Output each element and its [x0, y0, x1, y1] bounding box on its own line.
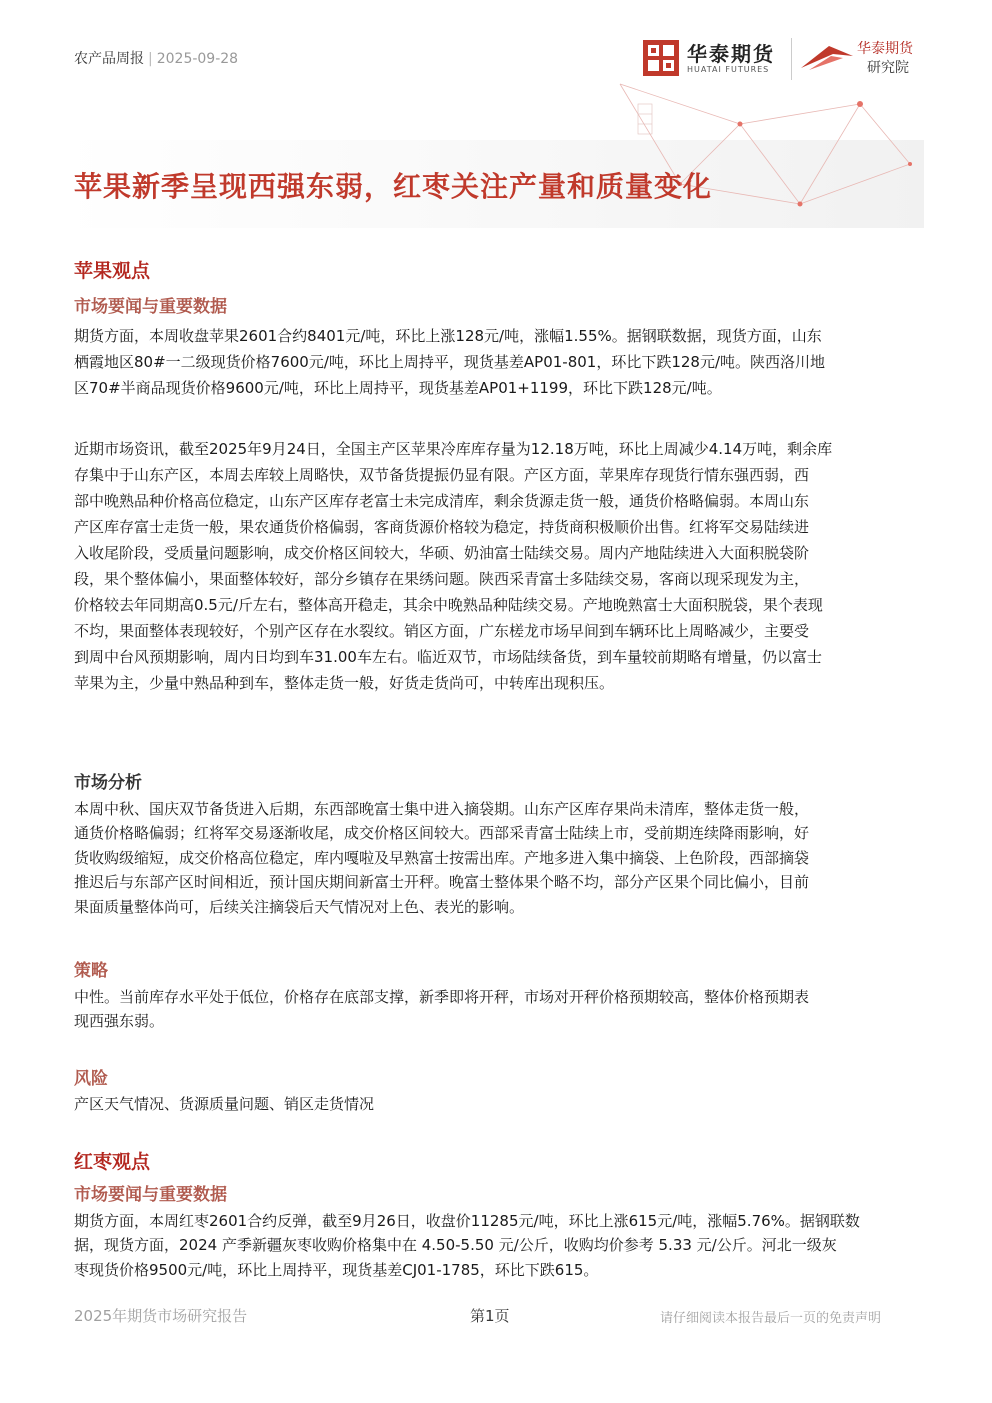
- text-line: 苹果为主，少量中熟品种到车，整体走货一般，好货走货尚可，中转库出现积压。: [74, 674, 615, 692]
- text-line: 中性。当前库存水平处于低位，价格存在底部支撑，新季即将开秤，市场对开秤价格预期较高，整体价格预期表: [74, 988, 810, 1006]
- apple-analysis-heading: 市场分析: [74, 773, 142, 793]
- network-decoration-icon: [560, 64, 920, 234]
- text-line: 价格较去年同期高0.5元/斤左右，整体高开稳走，其余中晚熟品种陆续交易。产地晚熟富士大面积脱袋，果个表现: [74, 596, 823, 614]
- apple-risk-paragraph: [74, 1092, 940, 1116]
- header-separator: |: [148, 51, 153, 67]
- apple-news-paragraph-1: [74, 323, 940, 401]
- apple-news-heading: 市场要闻与重要数据: [74, 297, 227, 317]
- apple-strategy-paragraph: [74, 985, 940, 1034]
- text-line: 推迟后与东部产区时间相近，预计国庆期间新富士开秤。晚富士整体果个略不均，部分产区果个同比偏小，目前: [74, 873, 810, 892]
- apple-risk-heading: 风险: [74, 1069, 108, 1089]
- text-line: 存集中于山东产区，本周去库较上周略快，双节备货提振仍显有限。产区方面，苹果库存现货行情东强西弱，西: [74, 466, 810, 484]
- text-line: 到周中台风预期影响，周内日均到车31.00车左右。临近双节，市场陆续备货，到车量较前期略有增量，仍以富士: [74, 648, 822, 666]
- institute-name-line2: 研究院: [867, 60, 909, 76]
- jujube-news-heading: 市场要闻与重要数据: [74, 1185, 227, 1205]
- text-line: 枣现货价格9500元/吨，环比上周持平，现货基差CJ01-1785，环比下跌615。: [74, 1260, 599, 1279]
- report-category: 农产品周报: [74, 51, 144, 67]
- apple-strategy-heading: 策略: [74, 961, 108, 981]
- report-date: 2025-09-28: [156, 51, 239, 67]
- text-line: 产区天气情况、货源质量问题、销区走货情况: [74, 1095, 375, 1113]
- footer-page-number: 第1页: [470, 1307, 510, 1325]
- institute-name-line1: 华泰期货: [857, 41, 913, 57]
- logo-company-name: 华泰期货: [687, 42, 775, 66]
- text-line: 据，现货方面，2024 产季新疆灰枣收购价格集中在 4.50-5.50 元/公斤，收购均价参考 5.33 元/公斤。河北一级灰: [74, 1236, 837, 1255]
- text-line: 期货方面，本周红枣2601合约反弹，截至9月26日，收盘价11285元/吨，环比上涨615元/吨，涨幅5.76%。据钢联数: [74, 1212, 860, 1230]
- text-line: 期货方面，本周收盘苹果2601合约8401元/吨，环比上涨128元/吨，涨幅1.55%。据钢联数据，现货方面，山东: [74, 327, 822, 345]
- text-line: 部中晚熟品种价格高位稳定，山东产区库存老富士未完成清库，剩余货源走货一般，通货价格略偏弱。本周山东: [74, 492, 810, 510]
- report-category-date: [74, 48, 238, 68]
- text-line: 现西强东弱。: [74, 1012, 165, 1031]
- text-line: 通货价格略偏弱；红将军交易逐渐收尾，成交价格区间较大。西部采青富士陆续上市，受前期连续降雨影响，好: [74, 824, 810, 843]
- text-line: 入收尾阶段，受质量问题影响，成交价格区间较大，华硕、奶油富士陆续交易。周内产地陆续进入大面积脱袋阶: [74, 544, 810, 562]
- footer-report-name: 2025年期货市场研究报告: [74, 1307, 248, 1325]
- jujube-section-heading: 红枣观点: [74, 1151, 151, 1173]
- apple-news-paragraph-2: [74, 436, 940, 696]
- apple-analysis-paragraph: [74, 797, 940, 919]
- text-line: 果面质量整体尚可，后续关注摘袋后天气情况对上色、表光的影响。: [74, 897, 525, 916]
- text-line: 本周中秋、国庆双节备货进入后期，东西部晚富士集中进入摘袋期。山东产区库存果尚未清库，整体走货一般，: [74, 800, 810, 818]
- text-line: 区70#半商品现货价格9600元/吨，环比上周持平，现货基差AP01+1199，环比下跌128元/吨。: [74, 379, 722, 397]
- text-line: 不均，果面整体表现较好，个别产区存在水裂纹。销区方面，广东槎龙市场早间到车辆环比上周略减少，主要受: [74, 622, 810, 640]
- footer-disclaimer: 请仔细阅读本报告最后一页的免责声明: [660, 1311, 882, 1326]
- text-line: 栖霞地区80#一二级现货价格7600元/吨，环比上周持平，现货基差AP01-801，环比下跌128元/吨。陕西洛川地: [74, 353, 826, 371]
- report-title: 苹果新季呈现西强东弱，红枣关注产量和质量变化: [74, 170, 713, 203]
- text-line: 产区库存富士走货一般，果农通货价格偏弱，客商货源价格较为稳定，持货商积极顺价出售。红将军交易陆续进: [74, 518, 810, 536]
- text-line: 货收购级缩短，成交价格高位稳定，库内嘎啦及早熟富士按需出库。产地多进入集中摘袋、上色阶段，西部摘袋: [74, 848, 810, 867]
- text-line: 近期市场资讯，截至2025年9月24日，全国主产区苹果冷库库存量为12.18万吨，环比上周减少4.14万吨，剩余库: [74, 440, 833, 458]
- apple-section-heading: 苹果观点: [74, 260, 151, 282]
- logo-company-name-en: HUATAI FUTURES: [687, 65, 770, 74]
- jujube-news-paragraph: [74, 1209, 940, 1282]
- text-line: 段，果个整体偏小，果面整体较好，部分乡镇存在果绣问题。陕西采青富士多陆续交易，客商以现采现发为主，: [74, 570, 810, 588]
